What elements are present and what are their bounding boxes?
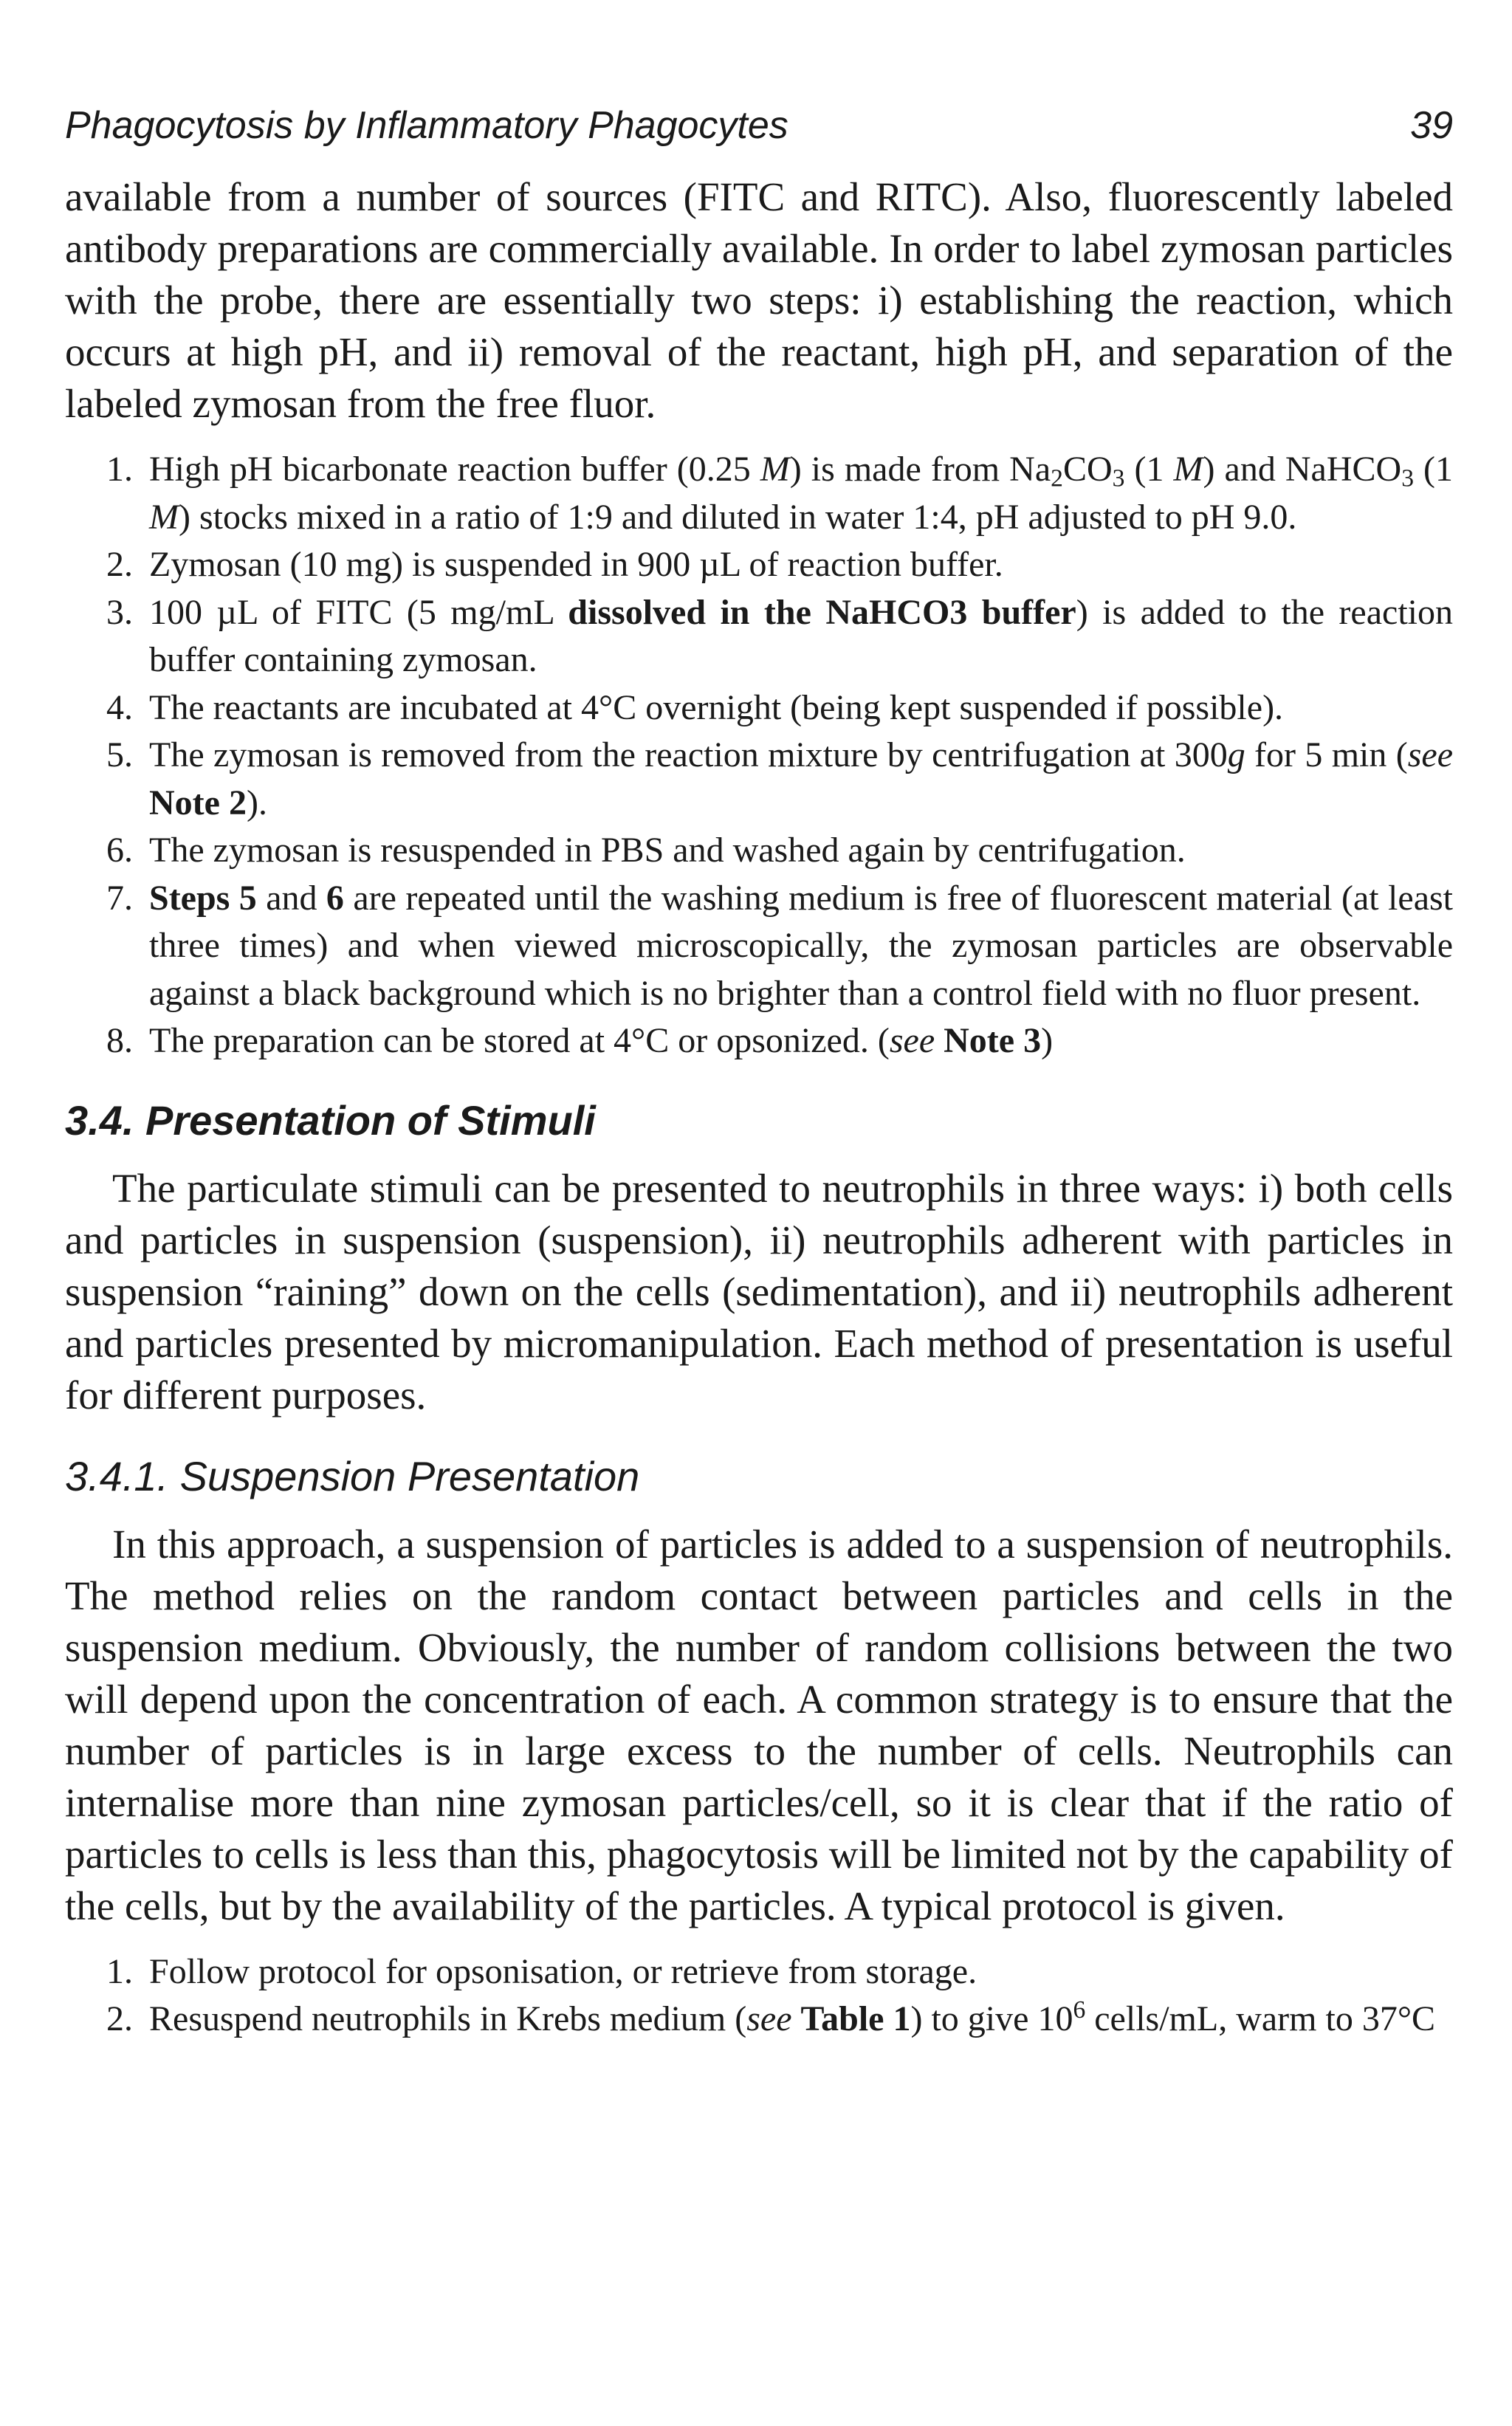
list-number: 8. — [106, 1021, 133, 1060]
table-reference: Table 1 — [800, 1999, 911, 2038]
list-text: High pH bicarbonate reaction buffer (0.25 M) is made from $Na_2CO_3$ (1 M) and NaHCO$_3$ (1 M) stocks mixed in a ratio of 1:9 and diluted in water 1:4, pH adjusted to pH 9.0. — [149, 450, 1454, 537]
suspension-steps-list — [65, 1948, 1453, 2044]
list-item — [65, 875, 1453, 1018]
running-head-title: Phagocytosis by Inflammatory Phagocytes — [65, 104, 788, 147]
list-item — [65, 1017, 1453, 1065]
list-text: Zymosan (10 mg) is suspended in 900 µL of reaction buffer. — [149, 545, 1003, 584]
section-3-4-paragraph: The particulate stimuli can be presented to neutrophils in three ways: i) both cells and particles in suspension (suspension), ii) neutrophils adherent with particles in suspension “raining” down on the cells (sedimentation), and ii) neutrophils adherent and particles presented by micromanipulation. Each method of presentation is useful for different purposes. — [65, 1165, 1453, 1418]
list-number: 6. — [106, 831, 133, 870]
page-number: 39 — [1410, 104, 1453, 147]
list-number: 7. — [106, 878, 133, 918]
list-text: Steps 5 and 6 are repeated until the washing medium is free of fluorescent material (at least three times) and when viewed microscopically, the zymosan particles are observable against a black background which is no brighter than a control field with no fluor present. — [149, 878, 1454, 1013]
list-item — [65, 827, 1453, 875]
list-text: Resuspend neutrophils in Krebs medium (see Table 1) to give $10^6$ cells/mL, warm to 37°C — [149, 1996, 1436, 2038]
list-number: 3. — [106, 592, 133, 632]
labeling-steps-list — [65, 446, 1453, 1065]
section-3-4-1-paragraph: In this approach, a suspension of particles is added to a suspension of neutrophils. The method relies on the random contact between particles and cells in the suspension medium. Obviously, the number of random collisions between the two will depend upon the concentration of each. A common strategy is to ensure that the number of particles is in large excess to the number of cells. Neutrophils can internalise more than nine zymosan particles/cell, so it is clear that if the ratio of particles to cells is less than this, phagocytosis will be limited not by the capability of the cells, but by the availability of the particles. A typical protocol is given. — [65, 1521, 1453, 1928]
list-number: 4. — [106, 687, 133, 727]
section-heading-3-4-1: 3.4.1. Suspension Presentation — [65, 1452, 640, 1499]
note-reference: Note 3 — [944, 1021, 1042, 1060]
list-text: The zymosan is removed from the reaction mixture by centrifugation at 300g for 5 min (see Note 2). — [149, 735, 1454, 822]
intro-paragraph: available from a number of sources (FITC and RITC). Also, fluorescently labeled antibody preparations are commercially available. In order to label zymosan particles with the probe, there are essentially two steps: i) establishing the reaction, which occurs at high pH, and ii) removal of the reactant, high pH, and separation of the labeled zymosan from the free fluor. — [65, 174, 1453, 426]
list-number: 2. — [106, 1999, 133, 2038]
list-text: Follow protocol for opsonisation, or retrieve from storage. — [149, 1951, 977, 1991]
list-item — [65, 1996, 1453, 2044]
running-head — [65, 103, 1453, 165]
list-item — [65, 446, 1453, 541]
list-item — [65, 732, 1453, 827]
list-item — [65, 589, 1453, 684]
list-text: The zymosan is resuspended in PBS and washed again by centrifugation. — [149, 831, 1186, 870]
list-text: The reactants are incubated at 4°C overnight (being kept suspended if possible). — [149, 687, 1284, 727]
page — [65, 103, 1453, 2044]
list-number: 1. — [106, 450, 133, 489]
list-item — [65, 684, 1453, 732]
note-reference: Note 2 — [149, 783, 247, 822]
section-heading-3-4: 3.4. Presentation of Stimuli — [65, 1096, 596, 1144]
list-item — [65, 541, 1453, 589]
list-item — [65, 1948, 1453, 1996]
list-number: 5. — [106, 735, 133, 774]
list-number: 2. — [106, 545, 133, 584]
list-number: 1. — [106, 1951, 133, 1991]
list-text: 100 µL of FITC (5 mg/mL dissolved in the NaHCO3 buffer) is added to the reaction buffer containing zymosan. — [149, 592, 1454, 679]
list-text: The preparation can be stored at 4°C or opsonized. (see Note 3) — [149, 1021, 1054, 1060]
